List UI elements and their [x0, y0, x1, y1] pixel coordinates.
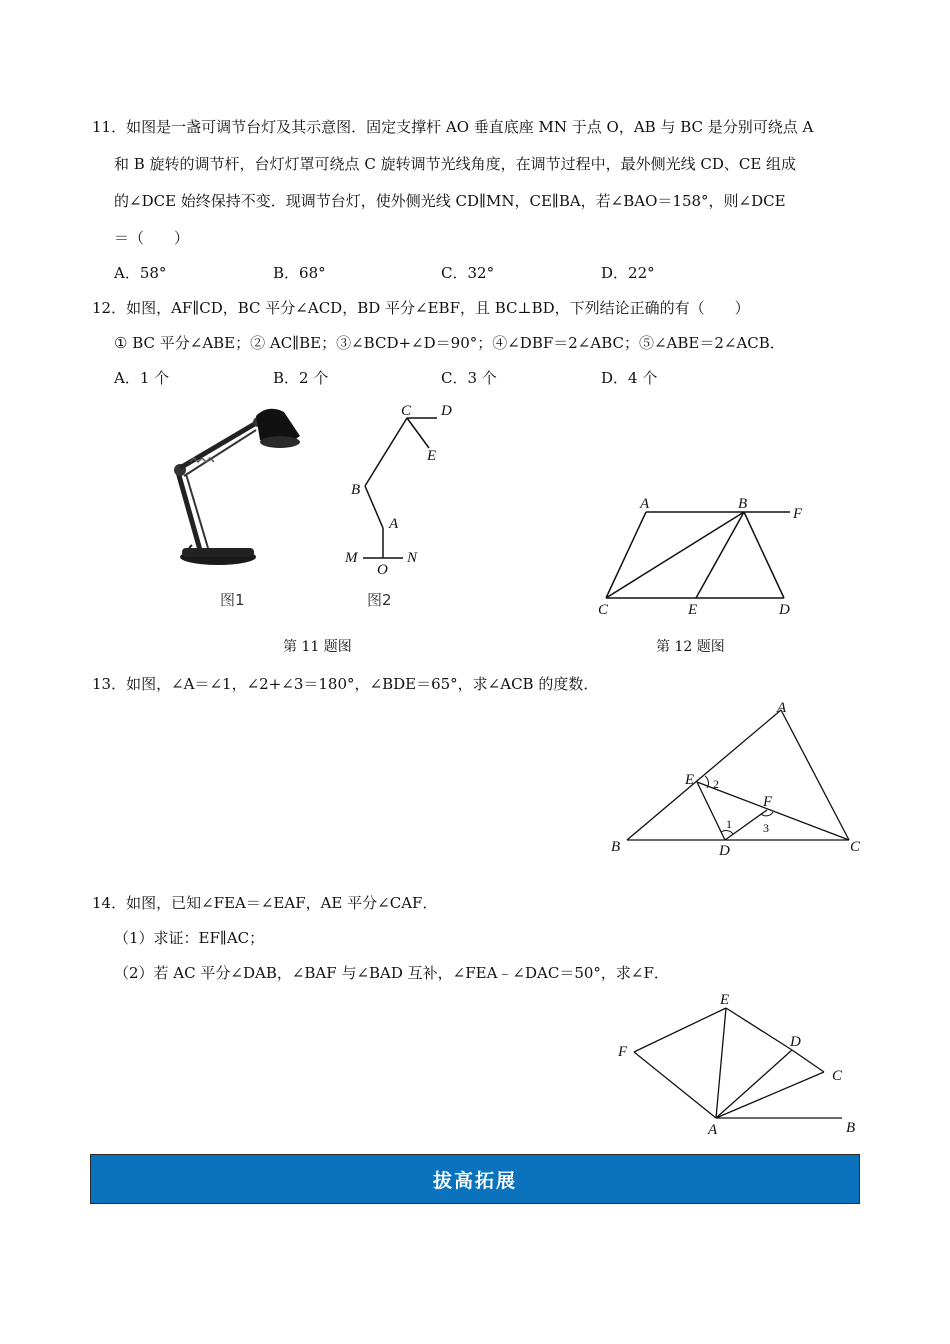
desk-lamp-figure [160, 400, 310, 615]
q13-angle-1: 1 [726, 817, 732, 831]
q14-line-2: （1）求证：EF∥AC； [114, 929, 265, 947]
fig2-label-c: C [401, 403, 412, 419]
q13-line-1: 13．如图，∠A＝∠1，∠2+∠3＝180°，∠BDE＝65°，求∠ACB 的度数． [92, 675, 599, 693]
fig2-caption: 图2 [367, 591, 392, 609]
q13-angle-2: 2 [713, 777, 719, 791]
section-banner-title: 拔高拓展 [432, 1169, 517, 1192]
q12-option-b: B．2 个 [273, 369, 329, 387]
fig2-label-b: B [351, 482, 361, 498]
q12-trapezoid-figure [590, 490, 820, 620]
q11-figure-caption: 第 11 题图 [283, 639, 352, 655]
fig2-label-n: N [407, 550, 418, 566]
q13-label-f: F [763, 794, 773, 810]
q12-line-2: ① BC 平分∠ABE；② AC∥BE；③∠BCD+∠D＝90°；④∠DBF＝2∠ABC；⑤∠ABE＝2∠ACB． [114, 334, 785, 352]
q13-label-a: A [777, 700, 787, 716]
q12-option-a: A．1 个 [114, 369, 170, 387]
q14-label-f: F [618, 1044, 628, 1060]
q14-label-a: A [708, 1122, 718, 1138]
q13-angle-3: 3 [763, 821, 769, 835]
q11-line-2: 和 B 旋转的调节杆，台灯灯罩可绕点 C 旋转调节光线角度，在调节过程中，最外侧光线 CD、CE 组成 [114, 155, 797, 173]
q11-line-1: 11．如图是一盏可调节台灯及其示意图．固定支撑杆 AO 垂直底座 MN 于点 O，AB 与 BC 是分别可绕点 A [92, 118, 814, 136]
q14-line-3: （2）若 AC 平分∠DAB，∠BAF 与∠BAD 互补，∠FEA﹣∠DAC＝50°，求∠F． [114, 964, 669, 982]
q11-option-d: D．22° [601, 264, 655, 282]
q12-label-c: C [598, 602, 609, 618]
q14-figure [610, 990, 860, 1140]
q12-label-d: D [779, 602, 790, 618]
q12-line-1: 12．如图，AF∥CD，BC 平分∠ACD，BD 平分∠EBF，且 BC⊥BD，下列结论正确的有（ ） [92, 299, 750, 317]
q13-label-d: D [719, 843, 730, 859]
q14-label-b: B [846, 1120, 856, 1136]
fig2-label-o: O [377, 562, 388, 578]
fig2-label-m: M [345, 550, 358, 566]
fig2-label-d: D [441, 403, 452, 419]
q13-triangle-figure [605, 700, 865, 860]
q12-figure-caption: 第 12 题图 [656, 639, 725, 655]
q13-label-c: C [850, 839, 861, 855]
lamp-schematic-figure [335, 398, 465, 616]
fig2-label-a: A [389, 516, 399, 532]
q11-line-3: 的∠DCE 始终保持不变．现调节台灯，使外侧光线 CD∥MN，CE∥BA，若∠BAO＝158°，则∠DCE [114, 192, 786, 210]
q14-line-1: 14．如图，已知∠FEA＝∠EAF，AE 平分∠CAF． [92, 894, 438, 912]
q12-option-c: C．3 个 [441, 369, 497, 387]
section-banner [90, 1154, 860, 1204]
q11-line-4: ＝（ ） [114, 229, 190, 247]
q12-label-e: E [688, 602, 698, 618]
q14-label-c: C [832, 1068, 843, 1084]
q11-option-c: C．32° [441, 264, 495, 282]
q12-label-a: A [640, 496, 650, 512]
q13-label-e: E [685, 772, 695, 788]
q12-label-b: B [738, 496, 748, 512]
q14-label-d: D [790, 1034, 801, 1050]
fig1-caption: 图1 [220, 591, 245, 609]
q14-label-e: E [720, 992, 730, 1008]
q12-label-f: F [793, 506, 803, 522]
q11-option-b: B．68° [273, 264, 326, 282]
q11-option-a: A．58° [114, 264, 167, 282]
fig2-label-e: E [427, 448, 437, 464]
q12-option-d: D．4 个 [601, 369, 658, 387]
q13-label-b: B [611, 839, 621, 855]
